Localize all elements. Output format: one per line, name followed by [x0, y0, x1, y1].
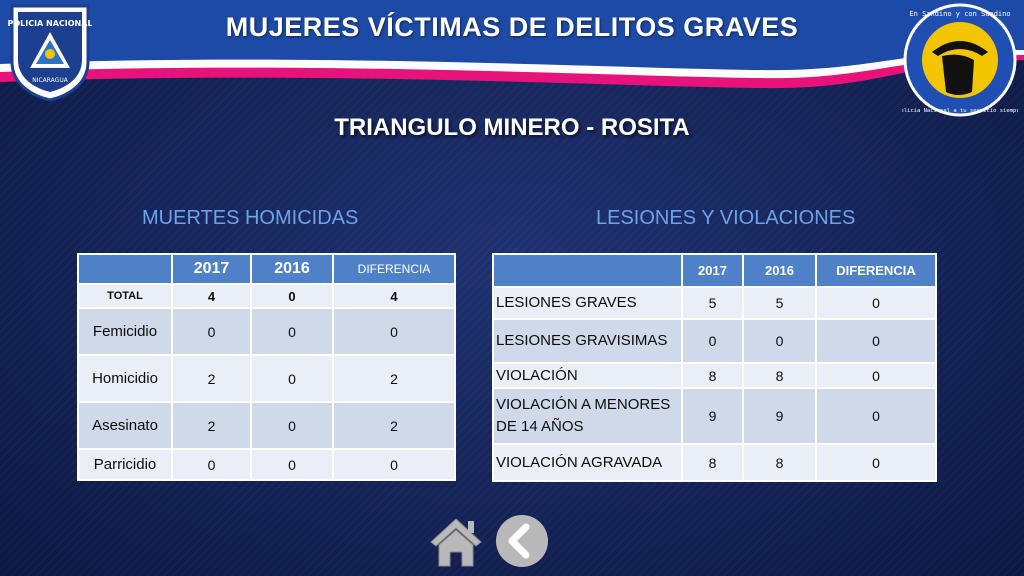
cell: 0	[251, 402, 333, 449]
row-label: Parricidio	[78, 449, 172, 480]
cell: 2	[333, 355, 455, 402]
svg-text:POLICIA NACIONAL: POLICIA NACIONAL	[8, 19, 92, 28]
table-row	[493, 388, 936, 444]
row-label: TOTAL	[78, 284, 172, 308]
row-label: Femicidio	[78, 308, 172, 355]
cell: 0	[251, 284, 333, 308]
cell: 0	[333, 308, 455, 355]
cell: 0	[816, 319, 936, 363]
subtitle: TRIANGULO MINERO - ROSITA	[334, 114, 690, 141]
cell: 0	[251, 355, 333, 402]
cell: 0	[251, 308, 333, 355]
cell: 2	[333, 402, 455, 449]
table-row	[78, 449, 455, 480]
lesiones-violaciones-table	[492, 253, 937, 482]
cell: 8	[682, 363, 743, 388]
cell: 4	[333, 284, 455, 308]
cell: 0	[172, 308, 251, 355]
table-row	[78, 402, 455, 449]
cell: 9	[743, 388, 816, 444]
right-section-title: LESIONES Y VIOLACIONES	[596, 207, 856, 229]
cell: 2	[172, 355, 251, 402]
header-cell: 2016	[251, 254, 333, 284]
cell: 0	[743, 319, 816, 363]
sandino-logo	[902, 2, 1018, 118]
header-cell: 2016	[743, 254, 816, 287]
svg-text:En Sandino y con Sandino: En Sandino y con Sandino	[909, 10, 1011, 18]
header-cell: DIFERENCIA	[816, 254, 936, 287]
header-cell	[78, 254, 172, 284]
cell: 0	[816, 388, 936, 444]
row-label: Asesinato	[78, 402, 172, 449]
table-header-row	[78, 254, 455, 284]
home-icon	[427, 512, 485, 570]
cell: 4	[172, 284, 251, 308]
cell: 0	[251, 449, 333, 480]
chevron-left-icon	[495, 514, 549, 568]
cell: 0	[333, 449, 455, 480]
table-row	[493, 287, 936, 319]
cell: 0	[682, 319, 743, 363]
muertes-homicidas-table	[77, 253, 456, 481]
row-label: VIOLACIÓN A MENORES DE 14 AÑOS	[493, 388, 682, 444]
cell: 5	[682, 287, 743, 319]
cell: 0	[816, 363, 936, 388]
table-row	[78, 308, 455, 355]
row-label: VIOLACIÓN AGRAVADA	[493, 444, 682, 481]
cell: 8	[743, 444, 816, 481]
row-label: LESIONES GRAVES	[493, 287, 682, 319]
page-title: MUJERES VÍCTIMAS DE DELITOS GRAVES	[225, 12, 799, 42]
table-row	[493, 444, 936, 481]
cell: 5	[743, 287, 816, 319]
svg-text:Policía Nacional a tu servicio: Policía Nacional a tu servicio siempre	[902, 108, 1018, 114]
cell: 9	[682, 388, 743, 444]
header-cell: 2017	[682, 254, 743, 287]
cell: 8	[682, 444, 743, 481]
svg-text:NICARAGUA: NICARAGUA	[32, 77, 68, 84]
header-cell: DIFERENCIA	[333, 254, 455, 284]
row-label: Homicidio	[78, 355, 172, 402]
home-button[interactable]	[427, 512, 485, 570]
left-section-title: MUERTES HOMICIDAS	[142, 207, 359, 229]
table-row	[78, 284, 455, 308]
header-cell: 2017	[172, 254, 251, 284]
cell: 0	[816, 444, 936, 481]
cell: 2	[172, 402, 251, 449]
header-cell	[493, 254, 682, 287]
table-row	[493, 363, 936, 388]
cell: 0	[816, 287, 936, 319]
row-label: VIOLACIÓN	[493, 363, 682, 388]
row-label: LESIONES GRAVISIMAS	[493, 319, 682, 363]
back-button[interactable]	[495, 514, 549, 568]
policia-nacional-logo	[8, 2, 92, 102]
table-row	[78, 355, 455, 402]
cell: 0	[172, 449, 251, 480]
table-row	[493, 319, 936, 363]
table-header-row	[493, 254, 936, 287]
cell: 8	[743, 363, 816, 388]
